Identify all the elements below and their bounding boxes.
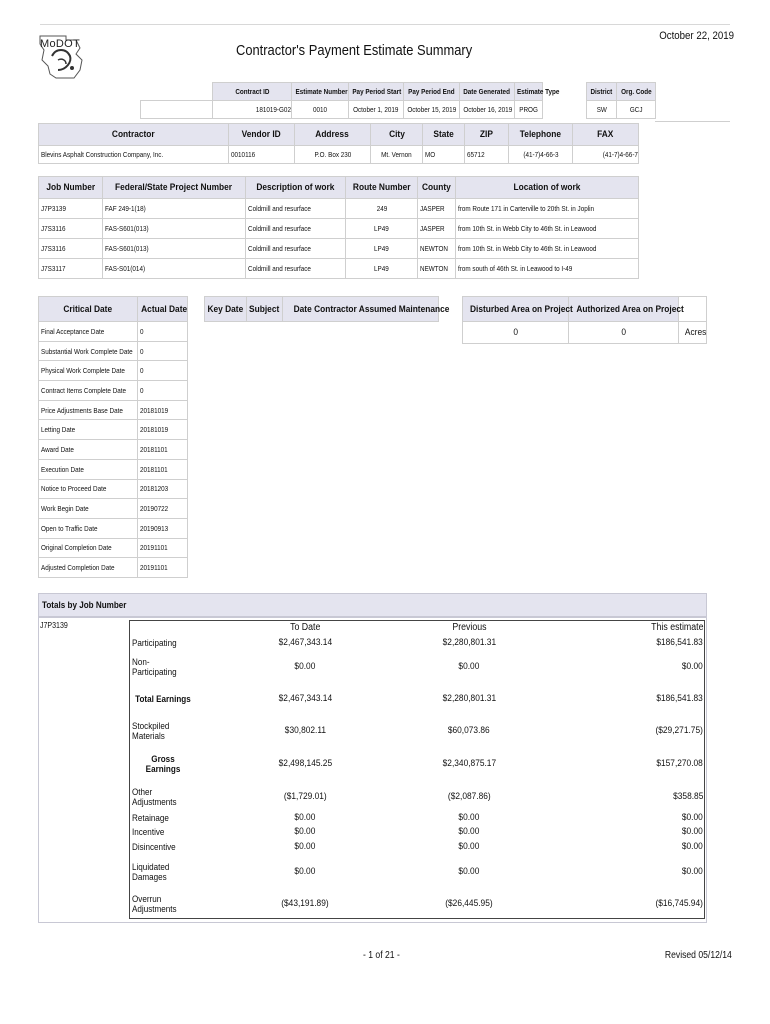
- critical-date-label: Work Begin Date: [39, 499, 138, 519]
- previous-value: $0.00: [458, 661, 480, 672]
- county: NEWTON: [418, 239, 456, 259]
- route-number-header: Route Number: [346, 177, 418, 199]
- description: Coldmill and resurface: [246, 259, 346, 279]
- totals-row-label: Retainage: [132, 813, 169, 823]
- project-number: FAS-S601(013): [103, 219, 246, 239]
- totals-row-label: Other Adjustments: [132, 787, 177, 807]
- this-estimate-value: $0.00: [682, 812, 703, 823]
- actual-date-value: 0: [138, 361, 188, 381]
- previous-value: $0.00: [458, 826, 480, 837]
- document-title: Contractor's Payment Estimate Summary: [236, 42, 473, 59]
- contract-table: [140, 82, 560, 119]
- previous-value: ($26,445.95): [445, 898, 493, 909]
- key-date-header: Key Date: [205, 297, 247, 322]
- pay-period-start-header: Pay Period Start: [349, 83, 404, 101]
- table-row: [39, 199, 639, 219]
- description: Coldmill and resurface: [246, 239, 346, 259]
- critical-date-label: Award Date: [39, 440, 138, 460]
- table-row: [39, 259, 639, 279]
- org-code-value: GCJ: [617, 101, 656, 119]
- table-row: [39, 558, 188, 578]
- this-estimate-value: $0.00: [682, 866, 703, 877]
- critical-date-label: Original Completion Date: [39, 538, 138, 558]
- totals-job-number: J7P3139: [40, 621, 68, 630]
- critical-date-label: Substantial Work Complete Date: [39, 341, 138, 361]
- report-date: October 22, 2019: [659, 30, 734, 42]
- project-number: FAF 249-1(18): [103, 199, 246, 219]
- location: from 10th St. in Webb City to 46th St. in Leawood: [456, 239, 639, 259]
- actual-date-value: 20191101: [138, 538, 188, 558]
- table-row: [39, 361, 188, 381]
- divider: [655, 121, 730, 122]
- totals-section-title: Totals by Job Number: [42, 600, 127, 610]
- county: NEWTON: [418, 259, 456, 279]
- telephone-header: Telephone: [509, 124, 573, 146]
- previous-value: $0.00: [458, 812, 480, 823]
- actual-date-value: 0: [138, 322, 188, 342]
- estimate-type-header: Estimate Type: [515, 83, 543, 101]
- actual-date-value: 20181203: [138, 479, 188, 499]
- to-date-value: $2,498,145.25: [278, 758, 332, 769]
- to-date-value: ($43,191.89): [281, 898, 329, 909]
- revised-date: Revised 05/12/14: [665, 950, 732, 961]
- table-row: [39, 400, 188, 420]
- critical-date-label: Contract Items Complete Date: [39, 381, 138, 401]
- previous-value: $0.00: [458, 866, 480, 877]
- actual-date-value: 20181019: [138, 420, 188, 440]
- critical-date-label: Execution Date: [39, 459, 138, 479]
- location: from south of 46th St. in Leawood to I-49: [456, 259, 639, 279]
- location: from 10th St. in Webb City to 46th St. in Leawood: [456, 219, 639, 239]
- to-date-value: $0.00: [294, 812, 316, 823]
- critical-date-label: Final Acceptance Date: [39, 322, 138, 342]
- top-rule: [40, 24, 730, 25]
- to-date-value: $0.00: [294, 866, 316, 877]
- description-header: Description of work: [246, 177, 346, 199]
- totals-row-label: Total Earnings: [135, 694, 191, 704]
- table-row: [39, 239, 639, 259]
- critical-date-label: Adjusted Completion Date: [39, 558, 138, 578]
- table-row: [39, 420, 188, 440]
- table-row: [39, 459, 188, 479]
- org-code-header: Org. Code: [617, 83, 656, 101]
- table-row: [39, 219, 639, 239]
- critical-date-header: Critical Date: [39, 297, 138, 322]
- to-date-value: ($1,729.01): [283, 791, 327, 802]
- page-number: - 1 of 21 -: [363, 950, 400, 961]
- route-number: LP49: [346, 219, 418, 239]
- actual-date-value: 20190722: [138, 499, 188, 519]
- previous-value: $2,280,801.31: [442, 693, 496, 704]
- actual-date-value: 20190913: [138, 518, 188, 538]
- zip-header: ZIP: [465, 124, 509, 146]
- authorized-area-header: Authorized Area on Project: [569, 297, 679, 322]
- job-number-header: Job Number: [39, 177, 103, 199]
- state-value: MO: [423, 146, 465, 164]
- actual-date-value: 20181101: [138, 440, 188, 460]
- job-table: [38, 176, 639, 279]
- city-value: Mt. Vernon: [371, 146, 423, 164]
- contractor-name: Blevins Asphalt Construction Company, Inc.: [39, 146, 229, 164]
- area-table: [462, 296, 707, 344]
- state-header: State: [423, 124, 465, 146]
- actual-date-header: Actual Date: [138, 297, 188, 322]
- previous-value: ($2,087.86): [447, 791, 491, 802]
- this-estimate-value: $157,270.08: [656, 758, 703, 769]
- critical-date-label: Notice to Proceed Date: [39, 479, 138, 499]
- this-estimate-header: This estimate: [650, 622, 703, 633]
- totals-section-header: [38, 593, 707, 617]
- to-date-value: $2,467,343.14: [278, 637, 332, 648]
- critical-date-label: Letting Date: [39, 420, 138, 440]
- totals-row-label: Non-Participating: [132, 657, 177, 677]
- contractor-table: [38, 123, 639, 164]
- county-header: County: [418, 177, 456, 199]
- this-estimate-value: ($16,745.94): [655, 898, 703, 909]
- critical-date-label: Price Adjustments Base Date: [39, 400, 138, 420]
- job-number: J7P3139: [39, 199, 103, 219]
- address-value: P.O. Box 230: [295, 146, 371, 164]
- county: JASPER: [418, 219, 456, 239]
- this-estimate-value: $0.00: [682, 661, 703, 672]
- previous-value: $2,340,875.17: [442, 758, 496, 769]
- fax-value: (41-7)4-66-7: [573, 146, 639, 164]
- estimate-type-value: PROG: [515, 101, 543, 119]
- critical-date-label: Open to Traffic Date: [39, 518, 138, 538]
- vendor-id-value: 0010116: [229, 146, 295, 164]
- actual-date-value: 20181019: [138, 400, 188, 420]
- project-number: FAS-S601(013): [103, 239, 246, 259]
- telephone-value: (41-7)4-66-3: [509, 146, 573, 164]
- key-dates-table: [204, 296, 450, 322]
- table-row: [39, 518, 188, 538]
- estimate-number-value: 0010: [292, 101, 349, 119]
- totals-row-label: Gross Earnings: [145, 754, 181, 774]
- subject-header: Subject: [247, 297, 283, 322]
- authorized-area-value: 0: [569, 322, 679, 344]
- to-date-value: $2,467,343.14: [278, 693, 332, 704]
- totals-row-label: Incentive: [132, 827, 165, 837]
- disturbed-area-header: Disturbed Area on Project: [463, 297, 569, 322]
- estimate-number-header: Estimate Number: [292, 83, 349, 101]
- project-number: FAS-S01(014): [103, 259, 246, 279]
- table-row: [39, 479, 188, 499]
- critical-dates-table: [38, 296, 188, 578]
- address-header: Address: [295, 124, 371, 146]
- table-row: [39, 440, 188, 460]
- this-estimate-value: ($29,271.75): [655, 725, 703, 736]
- project-number-header: Federal/State Project Number: [103, 177, 246, 199]
- previous-value: $60,073.86: [448, 725, 490, 736]
- route-number: LP49: [346, 239, 418, 259]
- actual-date-value: 0: [138, 341, 188, 361]
- date-generated-value: October 16, 2019: [460, 101, 515, 119]
- job-number: J7S3116: [39, 219, 103, 239]
- critical-date-label: Physical Work Complete Date: [39, 361, 138, 381]
- actual-date-value: 0: [138, 381, 188, 401]
- logo-text: MoDOT: [40, 38, 80, 50]
- totals-row-label: Liquidated Damages: [132, 862, 170, 882]
- pay-period-start-value: October 1, 2019: [349, 101, 404, 119]
- route-number: 249: [346, 199, 418, 219]
- area-unit: Acres: [679, 322, 707, 344]
- table-row: [39, 499, 188, 519]
- maintenance-date-header: Date Contractor Assumed Maintenance: [283, 297, 439, 322]
- zip-value: 65712: [465, 146, 509, 164]
- table-row: [39, 322, 188, 342]
- location: from Route 171 in Carterville to 20th St. in Joplin: [456, 199, 639, 219]
- table-row: [39, 381, 188, 401]
- to-date-value: $0.00: [294, 826, 316, 837]
- description: Coldmill and resurface: [246, 219, 346, 239]
- to-date-value: $0.00: [294, 661, 316, 672]
- fax-header: FAX: [573, 124, 639, 146]
- totals-row-label: Disincentive: [132, 842, 176, 852]
- this-estimate-value: $0.00: [682, 841, 703, 852]
- district-header: District: [587, 83, 617, 101]
- district-value: SW: [587, 101, 617, 119]
- this-estimate-value: $186,541.83: [656, 693, 703, 704]
- route-number: LP49: [346, 259, 418, 279]
- contract-id-value: 181019-G02: [213, 101, 292, 119]
- totals-row-label: Stockpiled Materials: [132, 721, 170, 741]
- pay-period-end-value: October 15, 2019: [404, 101, 460, 119]
- pay-period-end-header: Pay Period End: [404, 83, 460, 101]
- previous-value: $0.00: [458, 841, 480, 852]
- contractor-header: Contractor: [39, 124, 229, 146]
- location-header: Location of work: [456, 177, 639, 199]
- this-estimate-value: $0.00: [682, 826, 703, 837]
- description: Coldmill and resurface: [246, 199, 346, 219]
- county: JASPER: [418, 199, 456, 219]
- job-number: J7S3116: [39, 239, 103, 259]
- previous-value: $2,280,801.31: [442, 637, 496, 648]
- disturbed-area-value: 0: [463, 322, 569, 344]
- totals-row-label: Overrun Adjustments: [132, 894, 177, 914]
- to-date-header: To Date: [289, 622, 321, 633]
- actual-date-value: 20181101: [138, 459, 188, 479]
- this-estimate-value: $358.85: [672, 791, 703, 802]
- vendor-id-header: Vendor ID: [229, 124, 295, 146]
- contract-id-header: Contract ID: [213, 83, 292, 101]
- actual-date-value: 20191101: [138, 558, 188, 578]
- totals-row-label: Participating: [132, 638, 177, 648]
- table-row: [39, 538, 188, 558]
- modot-logo: [36, 30, 92, 82]
- date-generated-header: Date Generated: [460, 83, 515, 101]
- district-table: [586, 82, 656, 119]
- to-date-value: $0.00: [294, 841, 316, 852]
- job-number: J7S3117: [39, 259, 103, 279]
- city-header: City: [371, 124, 423, 146]
- table-row: [39, 341, 188, 361]
- to-date-value: $30,802.11: [284, 725, 326, 736]
- this-estimate-value: $186,541.83: [656, 637, 703, 648]
- previous-header: Previous: [451, 622, 487, 633]
